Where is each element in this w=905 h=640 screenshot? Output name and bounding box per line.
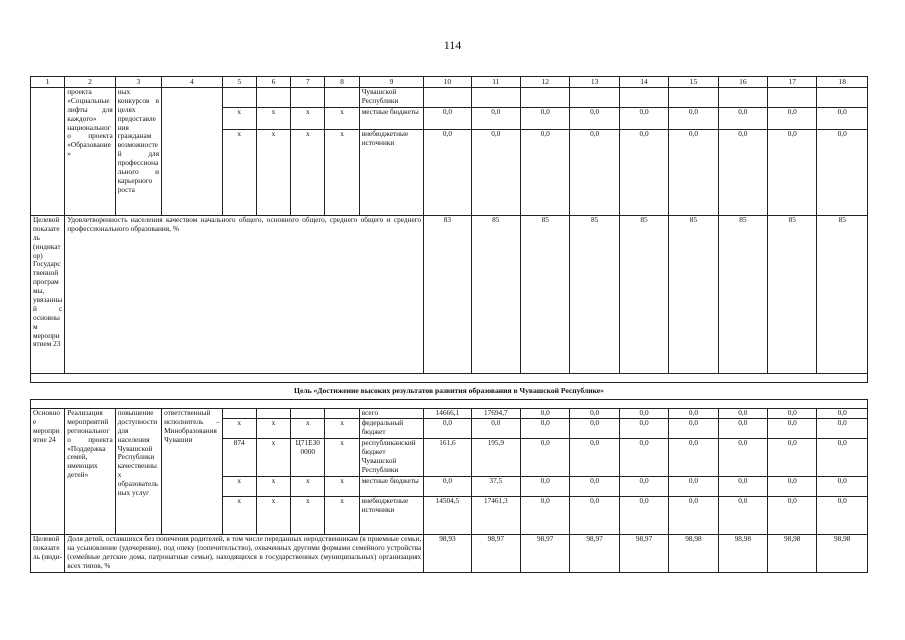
funding-source: местные бюджеты bbox=[359, 477, 424, 497]
header-row bbox=[31, 77, 868, 88]
funding-source: Чувашской Республики bbox=[359, 88, 424, 108]
header-cell: 11 bbox=[471, 77, 520, 88]
table-row: х х х х местные бюджеты 0,0 0,0 0,0 0,0 0,0 0,0 0,0 0,0 0,0 bbox=[31, 108, 868, 130]
indicator-row: Целевой показатель (инди- Доля детей, оставшихся без попечения родителей, в том числе переданных неродственникам (в приемные семьи, на усыновление (удочерение), под опеку (попечительство), охваченных другими формами семейного устройства (семейные детские дома, патронатные семьи), находящихся в государственных (муниципальных) организациях всех типов, % 98,93 98,97 98,97 98,97 98,97 98,98 98,98 98,98 98,98 bbox=[31, 535, 868, 573]
funding-source: внебюджетные источники bbox=[359, 497, 424, 535]
table-row: х х х х федеральный бюджет 0,0 0,0 0,0 0,0 0,0 0,0 0,0 0,0 0,0 bbox=[31, 419, 868, 439]
header-cell: 12 bbox=[521, 77, 570, 88]
header-cell: 7 bbox=[291, 77, 325, 88]
funding-source: федеральный бюджет bbox=[359, 419, 424, 439]
header-cell: 16 bbox=[718, 77, 767, 88]
funding-source: внебюджетные источники bbox=[359, 130, 424, 216]
header-cell: 5 bbox=[222, 77, 256, 88]
header-cell: 2 bbox=[65, 77, 115, 88]
program-table bbox=[30, 76, 868, 573]
executor-cell: ответственный исполнитель – Минобразования Чувашии bbox=[162, 409, 223, 535]
event-label: Основное мероприятие 24 bbox=[31, 409, 65, 535]
goal-title: Цель «Достижение высоких результатов развития образования в Чувашской Республике» bbox=[31, 383, 868, 400]
table-row: Основное мероприятие 24 Реализация мероприятий регионального проекта «Поддержка семей, имеющих детей» повышение доступности для населения Чувашской Республики качественных образовательных услуг ответственный исполнитель – Минобразования Чувашии всего 14666,1 17694,7 0,0 0,0 0,0 0,0 0,0 0,0 0,0 bbox=[31, 409, 868, 419]
header-cell: 17 bbox=[768, 77, 817, 88]
header-cell: 4 bbox=[162, 77, 223, 88]
table-row: х х х х местные бюджеты 0,0 37,5 0,0 0,0 0,0 0,0 0,0 0,0 0,0 bbox=[31, 477, 868, 497]
header-cell: 1 bbox=[31, 77, 65, 88]
header-cell: 13 bbox=[570, 77, 619, 88]
indicator-text: Удовлетворенность населения качеством начального общего, основного общего, среднего общего и среднего профессионального образования, % bbox=[65, 216, 424, 374]
indicator-label: Целевой показатель (инди- bbox=[31, 535, 65, 573]
project-name-cell: Реализация мероприятий регионального проекта «Поддержка семей, имеющих детей» bbox=[65, 409, 115, 535]
funding-source: всего bbox=[359, 409, 424, 419]
indicator-text: Доля детей, оставшихся без попечения родителей, в том числе переданных неродственникам (в приемные семьи, на усыновление (удочерение), под опеку (попечительство), охваченных другими формами семейного устройства (семейные детские дома, патронатные семьи), находящихся в государственных (муниципальных) организациях всех типов, % bbox=[65, 535, 424, 573]
goal-row bbox=[31, 383, 868, 400]
funding-source: республиканский бюджет Чувашской Республики bbox=[359, 439, 424, 477]
indicator-row: Целевой показатель (индикатор) Государственной программы, увязанный с основным мероприятием 23 Удовлетворенность населения качеством начального общего, основного общего, среднего общего и среднего профессионального образования, % 83 85 85 85 85 85 85 85 85 bbox=[31, 216, 868, 374]
header-cell: 18 bbox=[817, 77, 868, 88]
page-number: 114 bbox=[443, 38, 462, 52]
indicator-label: Целевой показатель (индикатор) Государственной программы, увязанный с основным мероприятием 23 bbox=[31, 216, 65, 374]
header-cell: 14 bbox=[619, 77, 668, 88]
table-row: х х х х внебюджетные источники 14504,5 17461,3 0,0 0,0 0,0 0,0 0,0 0,0 0,0 bbox=[31, 497, 868, 535]
header-cell: 6 bbox=[256, 77, 290, 88]
header-cell: 9 bbox=[359, 77, 424, 88]
table-row: 874 х Ц71Е30 0000 х республиканский бюджет Чувашской Республики 161,6 195,9 0,0 0,0 0,0 0,0 0,0 0,0 0,0 bbox=[31, 439, 868, 477]
purpose-cell: ных конкурсов в целях предоставления гражданам возможностей для профессионального и карьерного роста bbox=[115, 88, 161, 216]
header-cell: 15 bbox=[669, 77, 718, 88]
table-row: х х х х внебюджетные источники 0,0 0,0 0,0 0,0 0,0 0,0 0,0 0,0 0,0 bbox=[31, 130, 868, 216]
header-cell: 3 bbox=[115, 77, 161, 88]
funding-source: местные бюджеты bbox=[359, 108, 424, 130]
table-row bbox=[31, 88, 868, 108]
project-name-cell: проекта «Социальные лифты для каждого» национального проекта «Образование» bbox=[65, 88, 115, 216]
header-cell: 8 bbox=[325, 77, 359, 88]
purpose-cell: повышение доступности для населения Чувашской Республики качественных образовательных услуг bbox=[115, 409, 161, 535]
header-cell: 10 bbox=[424, 77, 471, 88]
